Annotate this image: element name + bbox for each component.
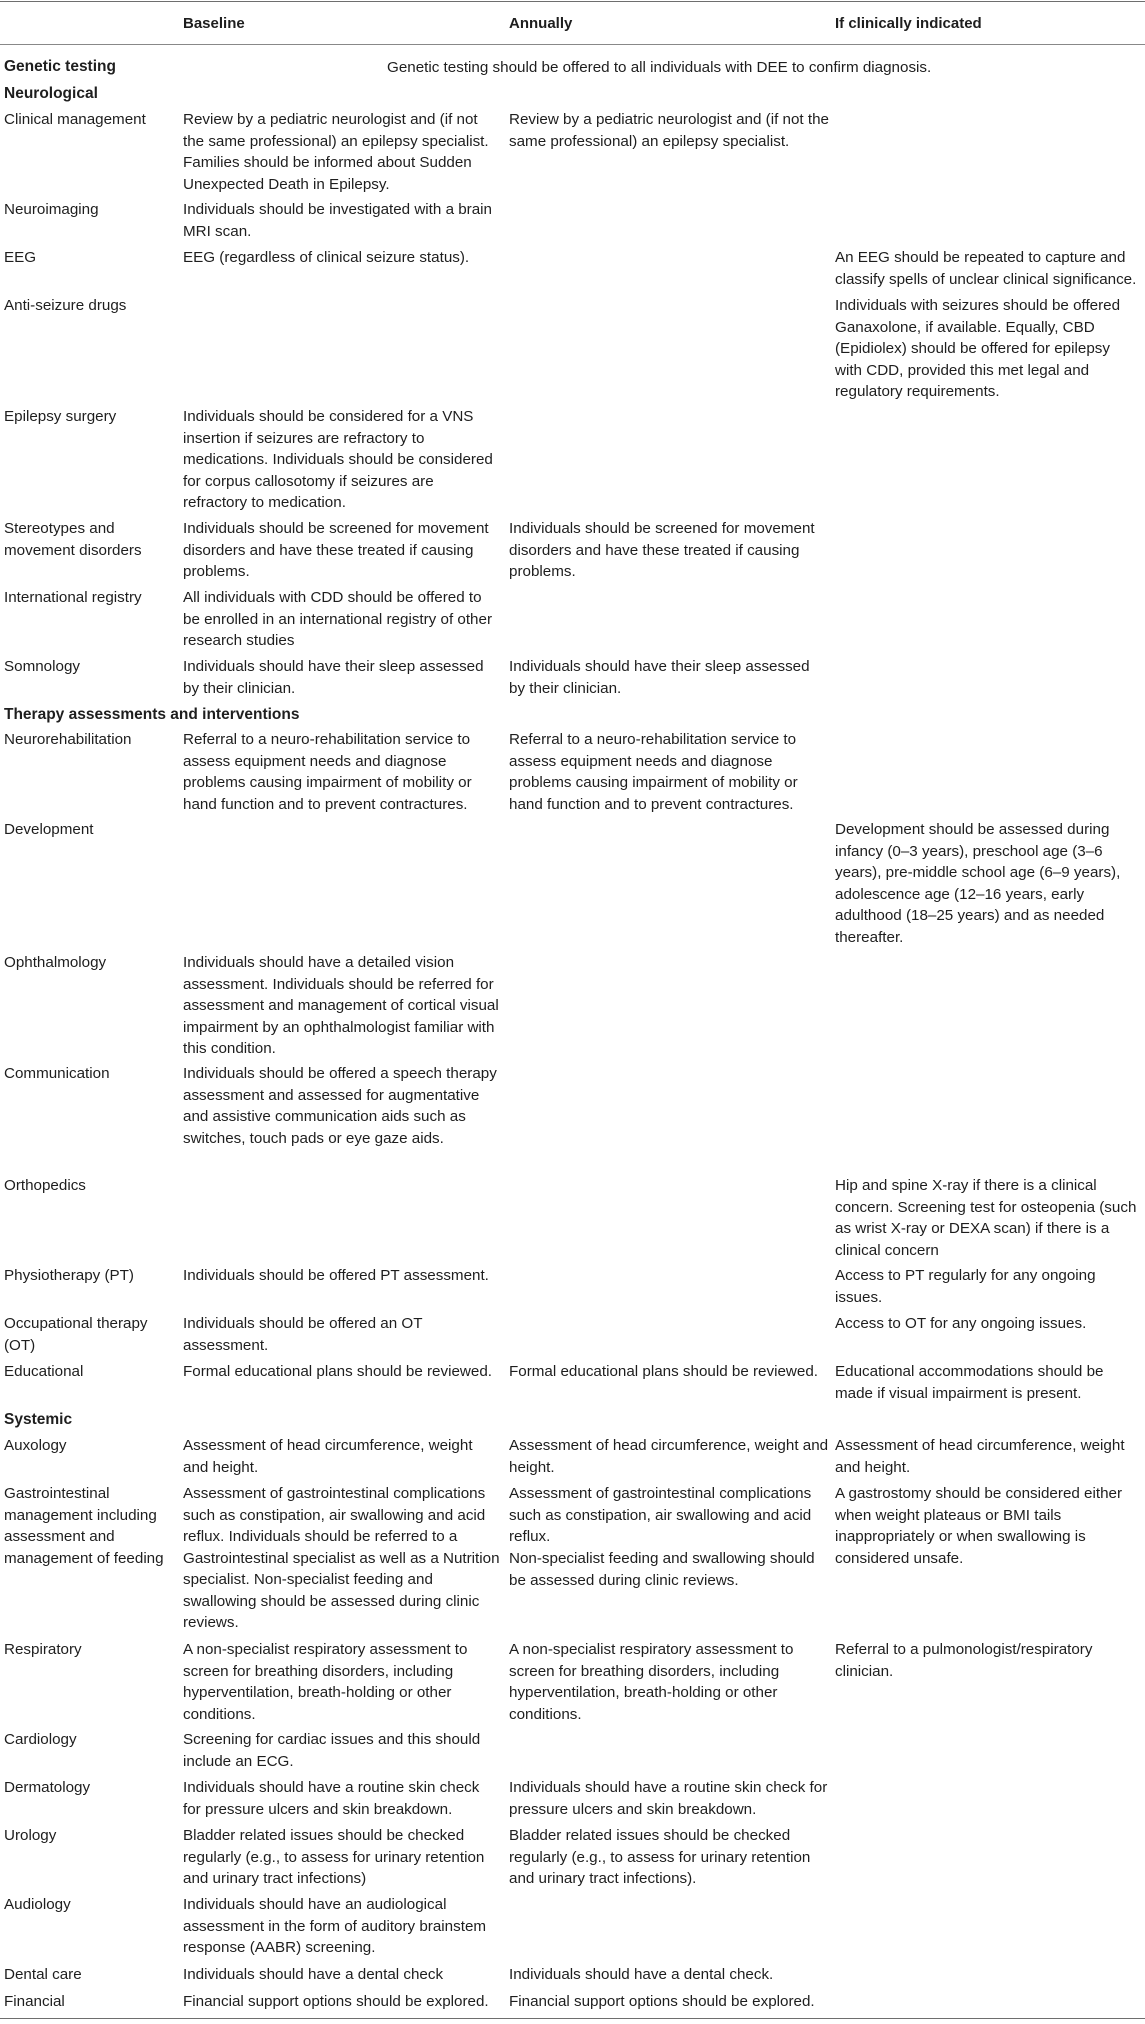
row-dermatology-category: Dermatology (4, 1779, 91, 1796)
row-occupational-therapy-indicated: Access to OT for any ongoing issues. (835, 1315, 1087, 1332)
row-somnology-annually: Individuals should have their sleep assessed by their clinician. (509, 658, 810, 697)
row-communication-baseline: Individuals should be offered a speech therapy assessment and assessed for augmentative and assistive communication aids such as switches, touch pads or eye gaze aids. (183, 1065, 497, 1147)
row-educational-annually: Formal educational plans should be reviewed. (509, 1363, 818, 1380)
row-eeg-category: EEG (4, 249, 37, 266)
row-communication-category: Communication (4, 1065, 110, 1082)
row-development-indicated: Development should be assessed during infancy (0–3 years), preschool age (3–6 years), pre-middle school age (6–9 years), adolescence age (12–16 years, early adulthood (18–25 years) and as needed thereafter. (835, 821, 1121, 946)
row-clinical-management-annually: Review by a pediatric neurologist and (if not the same professional) an epilepsy specialist. (509, 111, 829, 150)
row-urology-category: Urology (4, 1827, 57, 1844)
row-gastrointestinal-annually-note: Non-specialist feeding and swallowing should be assessed during clinic reviews. (509, 1550, 815, 1589)
row-gastrointestinal-annually: Assessment of gastrointestinal complications such as constipation, air swallowing and acid reflux. (509, 1485, 812, 1545)
row-dental-care-category: Dental care (4, 1966, 82, 1983)
row-respiratory-annually: A non-specialist respiratory assessment to screen for breathing disorders, including hyperventilation, breath-holding or other conditions. (509, 1641, 794, 1723)
row-urology-baseline: Bladder related issues should be checked regularly (e.g., to assess for urinary retention and urinary tract infections) (183, 1827, 485, 1887)
genetic-testing-text: Genetic testing should be offered to all individuals with DEE to confirm diagnosis. (387, 59, 932, 76)
header-baseline: Baseline (183, 15, 245, 32)
row-gastrointestinal-category: Gastrointestinal management including assessment and management of feeding (4, 1485, 164, 1567)
row-cardiology-category: Cardiology (4, 1731, 77, 1748)
row-physiotherapy-baseline: Individuals should be offered PT assessment. (183, 1267, 489, 1284)
row-gastrointestinal-baseline: Assessment of gastrointestinal complications such as constipation, air swallowing and acid reflux. Individuals should be referred to a Gastrointestinal specialist as well as a Nutrition specialist. Non-specialist feeding and swallowing should be assessed during clinic reviews. (183, 1485, 500, 1631)
row-anti-seizure-drugs-category: Anti-seizure drugs (4, 297, 127, 314)
row-orthopedics-category: Orthopedics (4, 1177, 86, 1194)
row-educational-indicated: Educational accommodations should be made if visual impairment is present. (835, 1363, 1104, 1402)
row-dental-care-annually: Individuals should have a dental check. (509, 1966, 774, 1983)
row-orthopedics-indicated: Hip and spine X-ray if there is a clinical concern. Screening test for osteopenia (such as wrist X-ray or DEXA scan) if there is a clinical concern (835, 1177, 1137, 1259)
row-urology-annually: Bladder related issues should be checked regularly (e.g., to assess for urinary retention and urinary tract infections). (509, 1827, 811, 1887)
row-educational-baseline: Formal educational plans should be reviewed. (183, 1363, 492, 1380)
row-international-registry-category: International registry (4, 589, 142, 606)
row-clinical-management-category: Clinical management (4, 111, 146, 128)
row-somnology-category: Somnology (4, 658, 80, 675)
row-eeg-baseline: EEG (regardless of clinical seizure status). (183, 249, 470, 266)
row-auxology-annually: Assessment of head circumference, weight and height. (509, 1437, 829, 1476)
row-auxology-baseline: Assessment of head circumference, weight and height. (183, 1437, 473, 1476)
row-development-category: Development (4, 821, 94, 838)
row-anti-seizure-drugs-indicated: Individuals with seizures should be offered Ganaxolone, if available. Equally, CBD (Epidiolex) should be offered for epilepsy with CDD, provided this met legal and regulatory requirements. (835, 297, 1121, 400)
row-stereotypes-annually: Individuals should be screened for movement disorders and have these treated if causing problems. (509, 520, 815, 580)
row-epilepsy-surgery-category: Epilepsy surgery (4, 408, 117, 425)
row-dental-care-baseline: Individuals should have a dental check (183, 1966, 444, 1983)
row-financial-category: Financial (4, 1993, 65, 2010)
row-stereotypes-category: Stereotypes and movement disorders (4, 520, 142, 559)
row-dermatology-annually: Individuals should have a routine skin check for pressure ulcers and skin breakdown. (509, 1779, 828, 1818)
row-dermatology-baseline: Individuals should have a routine skin check for pressure ulcers and skin breakdown. (183, 1779, 480, 1818)
row-respiratory-indicated: Referral to a pulmonologist/respiratory clinician. (835, 1641, 1093, 1680)
row-respiratory-category: Respiratory (4, 1641, 82, 1658)
row-auxology-category: Auxology (4, 1437, 67, 1454)
row-educational-category: Educational (4, 1363, 84, 1380)
row-auxology-indicated: Assessment of head circumference, weight and height. (835, 1437, 1125, 1476)
row-audiology-baseline: Individuals should have an audiological assessment in the form of auditory brainstem response (AABR) screening. (183, 1896, 487, 1956)
genetic-testing-label: Genetic testing (4, 58, 116, 75)
row-cardiology-baseline: Screening for cardiac issues and this should include an ECG. (183, 1731, 481, 1770)
table-top-rule (0, 1, 1145, 2)
row-international-registry-baseline: All individuals with CDD should be offered to be enrolled in an international registry of other research studies (183, 589, 493, 649)
row-epilepsy-surgery-baseline: Individuals should be considered for a VNS insertion if seizures are refractory to medications. Individuals should be considered for corpus callosotomy if seizures are refractory to medication. (183, 408, 493, 511)
header-if-clinically-indicated: If clinically indicated (835, 15, 982, 32)
row-physiotherapy-indicated: Access to PT regularly for any ongoing issues. (835, 1267, 1096, 1306)
row-financial-annually: Financial support options should be explored. (509, 1993, 815, 2010)
row-gastrointestinal-indicated: A gastrostomy should be considered either when weight plateaus or BMI tails inappropriately or when swallowing is considered unsafe. (835, 1485, 1123, 1567)
row-stereotypes-baseline: Individuals should be screened for movement disorders and have these treated if causing problems. (183, 520, 489, 580)
row-neurorehabilitation-annually: Referral to a neuro-rehabilitation service to assess equipment needs and diagnose problems causing impairment of mobility or hand function and to prevent contractures. (509, 731, 798, 813)
row-neuroimaging-category: Neuroimaging (4, 201, 99, 218)
header-annually: Annually (509, 15, 573, 32)
header-rule (0, 44, 1145, 45)
table-bottom-rule (0, 2018, 1145, 2019)
row-eeg-indicated: An EEG should be repeated to capture and classify spells of unclear clinical significance. (835, 249, 1137, 288)
row-neurorehabilitation-baseline: Referral to a neuro-rehabilitation service to assess equipment needs and diagnose problems causing impairment of mobility or hand function and to prevent contractures. (183, 731, 472, 813)
section-neurological: Neurological (4, 85, 98, 102)
row-ophthalmology-baseline: Individuals should have a detailed vision assessment. Individuals should be referred for assessment and management of cortical visual impairment by an ophthalmologist familiar with this condition. (183, 954, 499, 1057)
row-occupational-therapy-category: Occupational therapy (OT) (4, 1315, 148, 1354)
row-respiratory-baseline: A non-specialist respiratory assessment to screen for breathing disorders, including hyperventilation, breath-holding or other conditions. (183, 1641, 468, 1723)
row-financial-baseline: Financial support options should be explored. (183, 1993, 489, 2010)
row-physiotherapy-category: Physiotherapy (PT) (4, 1267, 134, 1284)
section-therapy: Therapy assessments and interventions (4, 706, 300, 723)
section-systemic: Systemic (4, 1411, 73, 1428)
row-neurorehabilitation-category: Neurorehabilitation (4, 731, 132, 748)
row-audiology-category: Audiology (4, 1896, 71, 1913)
row-neuroimaging-baseline: Individuals should be investigated with a brain MRI scan. (183, 201, 493, 240)
row-ophthalmology-category: Ophthalmology (4, 954, 107, 971)
row-clinical-management-baseline: Review by a pediatric neurologist and (if not the same professional) an epilepsy specialist. Families should be informed about Sudden Unexpected Death in Epilepsy. (183, 111, 489, 193)
row-occupational-therapy-baseline: Individuals should be offered an OT assessment. (183, 1315, 423, 1354)
row-somnology-baseline: Individuals should have their sleep assessed by their clinician. (183, 658, 484, 697)
